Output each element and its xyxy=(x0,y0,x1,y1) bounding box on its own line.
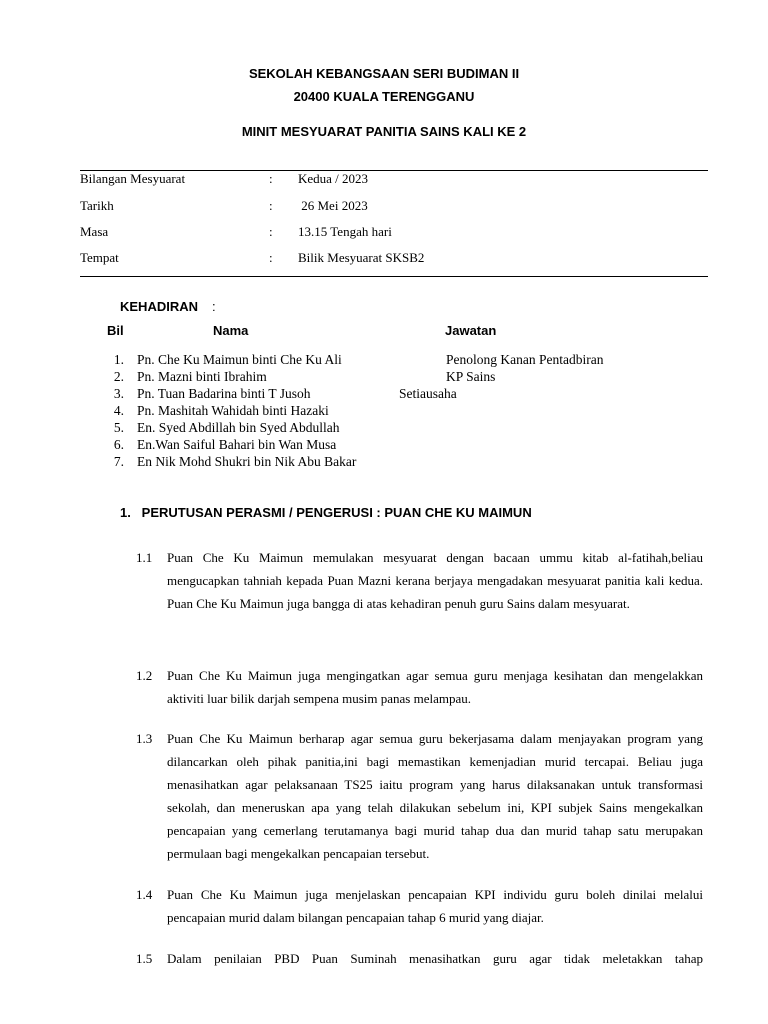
member-number: 4. xyxy=(113,403,124,418)
info-label-masa: Masa xyxy=(80,224,109,239)
member-name: En. Syed Abdillah bin Syed Abdullah xyxy=(137,420,340,435)
member-position: KP Sains xyxy=(446,369,496,384)
school-name: SEKOLAH KEBANGSAAN SERI BUDIMAN II xyxy=(248,66,520,81)
member-number: 3. xyxy=(113,386,124,401)
paragraph-text: Puan Che Ku Maimun berharap agar semua guru bekerjasama dalam menjayakan program yang dilancarkan oleh pihak panitia,ini bagi memastikan kemenjadian murid tercapai. Beliau juga menasihatkan agar pelaksanaan TS25 iaitu program yang harus dilaksanakan untuk transformasi sekolah, dan meneruskan apa yang telah dilakukan sebelum ini, KPI subjek Sains mengekalkan pencapaian yang cemerlang terutamanya bagi murid tahap dua dan murid tahap satu merupakan permulaan bagi mengekalkan pencapaian tersebut. xyxy=(167,731,703,861)
info-value-bilangan: Kedua / 2023 xyxy=(298,171,369,186)
section-1-heading: 1. PERUTUSAN PERASMI / PENGERUSI : PUAN CHE KU MAIMUN xyxy=(120,505,532,520)
info-label-tarikh: Tarikh xyxy=(80,198,114,213)
paragraph-text: Puan Che Ku Maimun juga menjelaskan pencapaian KPI individu guru boleh dinilai melalui pencapaian murid dalam bilangan pencapaian tahap 6 murid yang diajar. xyxy=(167,887,703,925)
paragraph-number: 1.4 xyxy=(136,887,153,902)
member-name: Pn. Che Ku Maimun binti Che Ku Ali xyxy=(137,352,342,367)
info-bottom-rule xyxy=(80,276,708,277)
member-position: Penolong Kanan Pentadbiran xyxy=(446,352,604,367)
attendance-heading: KEHADIRAN xyxy=(120,299,198,314)
member-name: Pn. Mazni binti Ibrahim xyxy=(137,369,267,384)
school-address: 20400 KUALA TERENGGANU xyxy=(293,89,475,104)
info-value-tempat: Bilik Mesyuarat SKSB2 xyxy=(298,250,425,265)
paragraph-number: 1.2 xyxy=(136,668,153,683)
member-number: 5. xyxy=(113,420,124,435)
member-number: 1. xyxy=(113,352,124,367)
member-position: Setiausaha xyxy=(399,386,457,401)
paragraph-number: 1.5 xyxy=(136,951,153,966)
column-jawatan: Jawatan xyxy=(445,323,497,338)
paragraph-text: Dalam penilaian PBD Puan Suminah menasihatkan guru agar tidak meletakkan tahap xyxy=(167,951,703,966)
member-name: En.Wan Saiful Bahari bin Wan Musa xyxy=(137,437,337,452)
info-label-tempat: Tempat xyxy=(80,250,119,265)
column-bil: Bil xyxy=(107,323,124,338)
info-value-tarikh: 26 Mei 2023 xyxy=(298,198,368,213)
member-name: Pn. Tuan Badarina binti T Jusoh xyxy=(137,386,311,401)
info-colon: : xyxy=(269,198,273,213)
document-title: MINIT MESYUARAT PANITIA SAINS KALI KE 2 xyxy=(241,124,527,139)
member-number: 7. xyxy=(113,454,124,469)
info-colon: : xyxy=(269,250,273,265)
paragraph-number: 1.3 xyxy=(136,731,153,746)
paragraph-text: Puan Che Ku Maimun juga mengingatkan agar semua guru menjaga kesihatan dan mengelakkan aktiviti luar bilik darjah sempena musim panas melampau. xyxy=(167,668,703,706)
info-colon: : xyxy=(269,171,273,186)
paragraph-text: Puan Che Ku Maimun memulakan mesyuarat dengan bacaan ummu kitab al-fatihah,beliau mengucapkan tahniah kepada Puan Mazni kerana berjaya mengadakan mesyuarat panitia kali kedua. Puan Che Ku Maimun juga bangga di atas kehadiran penuh guru Sains dalam mesyuarat. xyxy=(167,550,703,611)
member-number: 6. xyxy=(113,437,124,452)
member-number: 2. xyxy=(113,369,124,384)
info-label-bilangan: Bilangan Mesyuarat xyxy=(80,171,186,186)
member-name: Pn. Mashitah Wahidah binti Hazaki xyxy=(137,403,329,418)
info-colon: : xyxy=(269,224,273,239)
paragraph-number: 1.1 xyxy=(136,550,153,565)
info-value-masa: 13.15 Tengah hari xyxy=(298,224,392,239)
column-nama: Nama xyxy=(213,323,249,338)
attendance-heading-colon: : xyxy=(212,299,216,314)
member-name: En Nik Mohd Shukri bin Nik Abu Bakar xyxy=(137,454,357,469)
